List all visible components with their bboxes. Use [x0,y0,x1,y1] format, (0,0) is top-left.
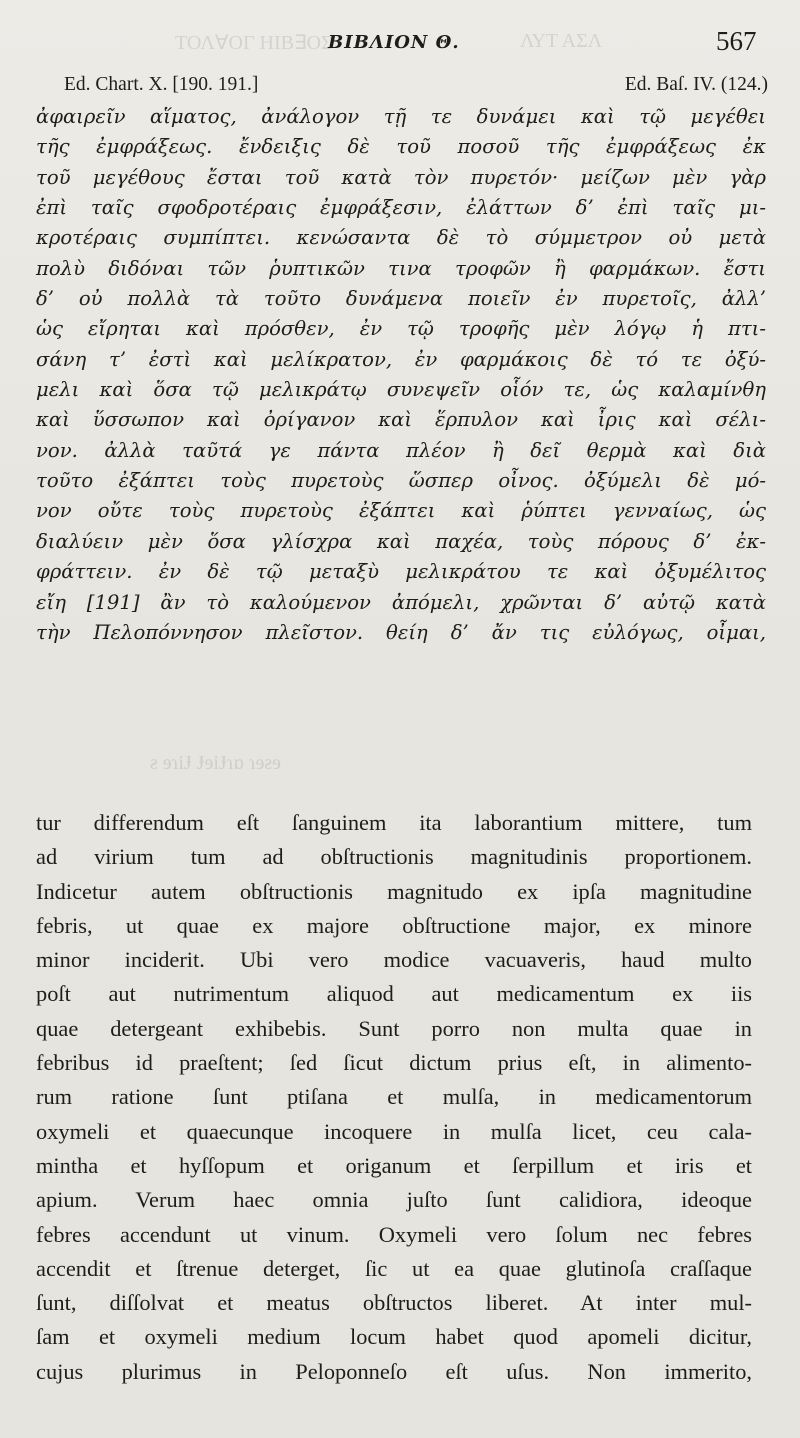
latin-line: ſunt, diſſolvat et meatus obſtructos liberet. At inter mul- [36,1290,752,1316]
greek-line: τῆς ἐμφράξεως. ἔνδειξις δὲ τοῦ ποσοῦ τῆς ἐμφράξεως ἐκ [36,135,766,159]
latin-line: tur differendum eſt ſanguinem ita laborantium mittere, tum [36,810,752,835]
latin-line: Indicetur autem obſtructionis magnitudo ex ipſa magnitudine [36,878,752,904]
page-number: 567 [716,26,757,56]
greek-line: τοῦ μεγέθους ἔσται τοῦ κατὰ τὸν πυρετόν· μείζων μὲν γὰρ [36,165,766,189]
show-through-mark: ΛΥΤ ΑΣΛ [520,30,603,52]
latin-line: mintha et hyſſopum et origanum et ſerpillum et iris et [36,1152,752,1178]
latin-line: apium. Verum haec omnia juſto ſunt calidiora, ideoque [36,1187,752,1213]
greek-line: ἀφαιρεῖν αἵματος, ἀνάλογον τῇ τε δυνάμει καὶ τῷ μεγέθει [36,105,766,128]
latin-line: rum ratione ſunt ptiſana et mulſa, in medicamentorum [36,1084,752,1110]
greek-line: εἴη [191] ἂν τὸ καλούμενον ἀπόμελι, χρῶνται δ’ αὐτῷ κατὰ [36,590,766,614]
edition-reference-chartier: Ed. Chart. X. [190. 191.] [64,74,259,95]
latin-line: cujus plurimus in Peloponneſo eſt uſus. Non immerito, [36,1358,752,1384]
greek-line: δ’ οὐ πολλὰ τὰ τοῦτο δυνάμενα ποιεῖν ἐν πυρετοῖς, ἀλλ’ [36,287,766,311]
latin-text-block [36,806,752,1389]
greek-line: πολὺ διδόναι τῶν ῥυπτικῶν τινα τροφῶν ἢ φαρμάκων. ἔστι [36,256,766,280]
latin-line: febribus id praeſtent; ſed ſicut dictum prius eſt, in alimento- [36,1050,752,1076]
greek-line: διαλύειν μὲν ὅσα γλίσχρα καὶ παχέα, τοὺς πόρους δ’ ἐκ- [36,529,766,553]
running-head [0,26,800,66]
latin-line: minor inciderit. Ubi vero modice vacuaveris, haud multo [36,947,752,973]
greek-line: τοῦτο ἐξάπτει τοὺς πυρετοὺς ὥσπερ οἶνος. ὀξύμελι δὲ μό- [36,469,766,493]
edition-reference-basel: Ed. Baſ. IV. (124.) [624,74,768,95]
greek-line: καὶ ὕσσωπον καὶ ὀρίγανον καὶ ἕρπυλον καὶ ἶρις καὶ σέλι- [36,408,766,432]
greek-line: ὡς εἴρηται καὶ πρόσθεν, ἐν τῷ τροφῆς μὲν λόγῳ ἡ πτι- [36,317,766,341]
latin-line: ſam et oxymeli medium locum habet quod apomeli dicitur, [36,1324,752,1350]
latin-line: poſt aut nutrimentum aliquod aut medicamentum ex iis [36,981,752,1007]
greek-line: κροτέραις συμπίπτει. κενώσαντα δὲ τὸ σύμμετρον οὐ μετὰ [36,226,766,250]
latin-line: accendit et ſtrenue deterget, ſic ut ea quae glutinoſa craſſaque [36,1255,752,1281]
greek-line: μελι καὶ ὅσα τῷ μελικράτῳ συνεψεῖν οἷόν τε, ὡς καλαμίνθη [36,378,766,402]
latin-line: quae detergeant exhibebis. Sunt porro non multa quae in [36,1015,752,1041]
edition-reference-line [64,74,768,100]
latin-line: febris, ut quae ex majore obſtructione major, ex minore [36,912,752,938]
greek-line: νον. ἀλλὰ ταῦτά γε πάντα πλέον ἢ δεῖ θερμὰ καὶ διὰ [36,438,766,462]
book-title: ΒΙΒΛΙΟΝ Θ. [328,32,460,53]
show-through-mark: ƨ ɘɿiɈ ɈɘiɈɿɒ ɿɘƨɘ [150,752,281,774]
greek-line: σάνη τ’ ἐστὶ καὶ μελίκρατον, ἐν φαρμάκοις δὲ τό τε ὀξύ- [36,347,766,371]
greek-line: τὴν Πελοπόννησον πλεῖστον. θείη δ’ ἄν τις εὐλόγως, οἶμαι, [36,620,766,644]
latin-line: febres accendunt ut vinum. Oxymeli vero ſolum nec febres [36,1221,752,1247]
latin-line: ad virium tum ad obſtructionis magnitudinis proportionem. [36,844,752,870]
latin-line: oxymeli et quaecunque incoquere in mulſa licet, ceu cala- [36,1118,752,1144]
greek-line: φράττειν. ἐν δὲ τῷ μεταξὺ μελικράτου τε καὶ ὀξυμέλιτος [36,560,766,584]
show-through-mark: ΤΟΛ∀ΟΓ ΗΙΒ∃ΟΣ [175,32,333,54]
greek-line: νον οὔτε τοὺς πυρετοὺς ἐξάπτει καὶ ῥύπτει γενναίως, ὡς [36,499,766,523]
greek-text-block [36,102,766,648]
greek-line: ἐπὶ ταῖς σφοδροτέραις ἐμφράξεσιν, ἐλάττων δ’ ἐπὶ ταῖς μι- [36,196,766,220]
